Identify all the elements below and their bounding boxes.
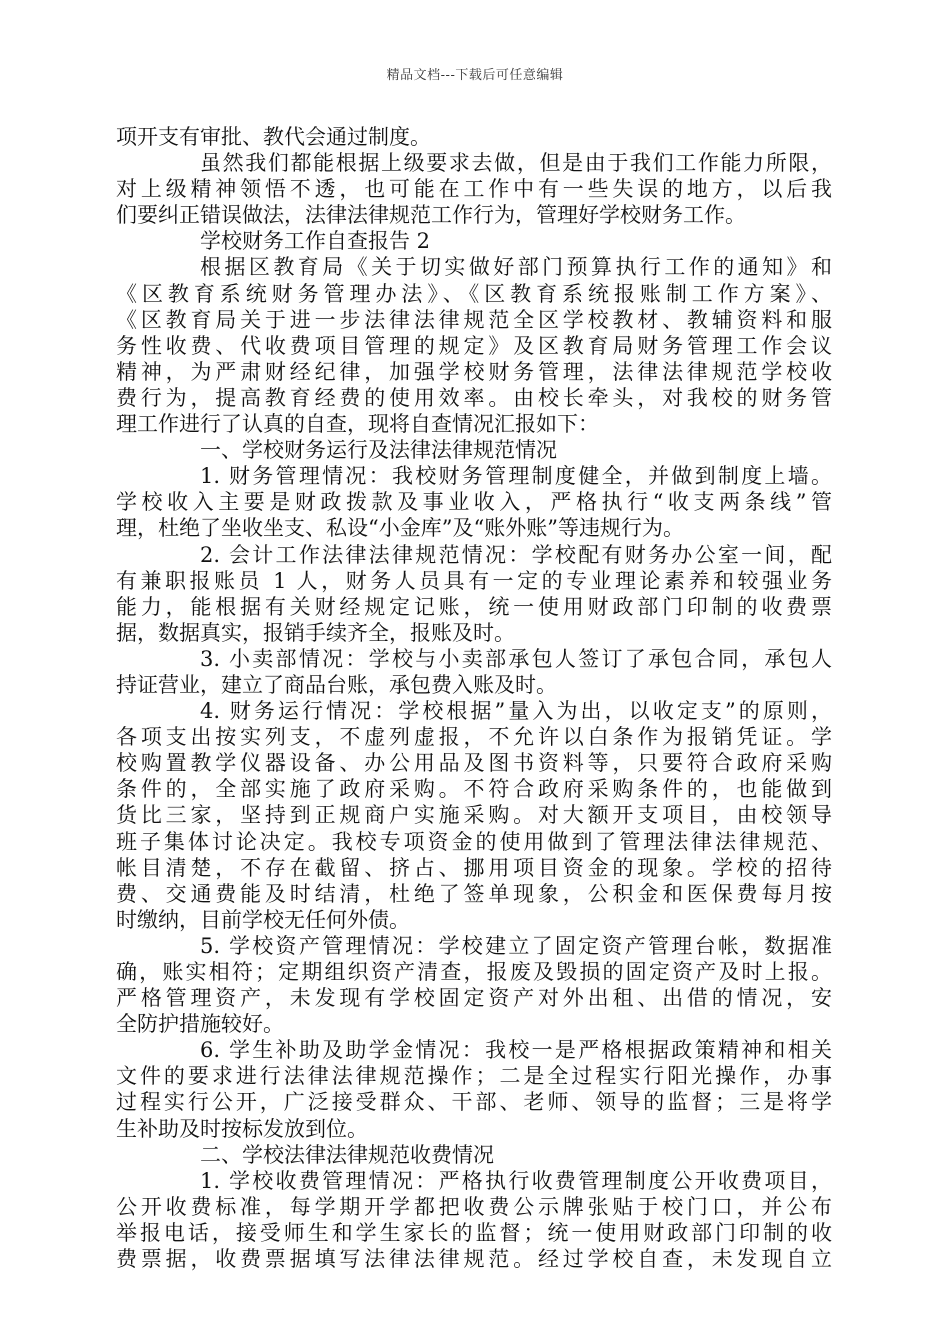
text-line: 条件的，全部实施了政府采购。不符合政府采购条件的，也能做到 [116,777,832,802]
text-line: 《区教育系统财务管理办法》、《区教育系统报账制工作方案》、 [116,281,832,306]
text-line: 精神，为严肃财经纪律，加强学校财务管理，法律法律规范学校收 [116,359,832,384]
text-line: 6. 学生补助及助学金情况：我校一是严格根据政策精神和相关 [200,1038,832,1063]
page-header: 精品文档---下载后可任意编辑 [386,68,564,83]
text-line: 二、学校法律法律规范收费情况 [200,1142,494,1167]
text-line: 5. 学校资产管理情况：学校建立了固定资产管理台帐，数据准 [200,933,832,958]
text-line: 根据区教育局《关于切实做好部门预算执行工作的通知》和 [200,255,832,280]
text-line: 学校财务工作自查报告 2 [200,229,431,254]
text-line: 理工作进行了认真的自查，现将自查情况汇报如下： [116,412,599,437]
text-line: 费行为，提高教育经费的使用效率。由校长牵头，对我校的财务管 [116,385,832,410]
text-line: 货比三家，坚持到正规商户实施采购。对大额开支项目，由校领导 [116,803,832,828]
text-line: 公开收费标准，每学期开学都把收费公示牌张贴于校门口，并公布 [116,1194,832,1219]
text-line: 项开支有审批、教代会通过制度。 [116,125,431,149]
text-line: 生补助及时按标发放到位。 [116,1116,368,1141]
text-line: 据，数据真实，报销手续齐全，报账及时。 [116,620,515,645]
text-line: 1. 财务管理情况：我校财务管理制度健全，并做到制度上墙。 [200,464,832,489]
text-line: 举报电话，接受师生和学生家长的监督；统一使用财政部门印制的收 [116,1220,832,1245]
text-line: 学校收入主要是财政拨款及事业收入，严格执行“收支两条线”管 [116,490,832,515]
text-line: 费、交通费能及时结清，杜绝了签单现象，公积金和医保费每月按 [116,881,832,906]
text-line: 1. 学校收费管理情况：严格执行收费管理制度公开收费项目， [200,1168,832,1193]
document-body [116,124,832,1272]
text-line: 确，账实相符；定期组织资产清查，报废及毁损的固定资产及时上报。 [116,960,832,984]
text-line: 帐目清楚，不存在截留、挤占、挪用项目资金的现象。学校的招待 [116,855,832,880]
text-line: 4. 财务运行情况：学校根据”量入为出，以收定支”的原则， [200,699,832,724]
text-line: 对上级精神领悟不透，也可能在工作中有一些失误的地方，以后我 [116,177,832,202]
text-line: 校购置教学仪器设备、办公用品及图书资料等，只要符合政府采购 [116,751,832,776]
text-line: 各项支出按实列支，不虚列虚报，不允许以白条作为报销凭证。学 [116,725,832,750]
text-line: 费票据，收费票据填写法律法律规范。经过学校自查，未发现自立 [116,1247,832,1272]
text-line: 严格管理资产，未发现有学校固定资产对外出租、出借的情况，安 [116,986,832,1011]
text-line: 一、学校财务运行及法律法律规范情况 [200,438,557,463]
text-line: 过程实行公开，广泛接受群众、干部、老师、领导的监督；三是将学 [116,1090,832,1115]
text-line: 文件的要求进行法律法律规范操作；二是全过程实行阳光操作，办事 [116,1064,832,1089]
text-line: 3. 小卖部情况：学校与小卖部承包人签订了承包合同，承包人 [200,646,832,671]
text-line: 时缴纳，目前学校无任何外债。 [116,907,410,932]
text-line: 虽然我们都能根据上级要求去做，但是由于我们工作能力所限， [200,151,832,176]
text-line: 有兼职报账员 1 人，财务人员具有一定的专业理论素养和较强业务 [116,568,832,593]
text-line: 理，杜绝了坐收坐支、私设“小金库”及“账外账”等违规行为。 [116,516,684,541]
text-line: 持证营业，建立了商品台账，承包费入账及时。 [116,672,557,697]
text-line: 班子集体讨论决定。我校专项资金的使用做到了管理法律法律规范、 [116,829,832,854]
text-line: 们要纠正错误做法，法律法律规范工作行为，管理好学校财务工作。 [116,203,746,228]
text-line: 务性收费、代收费项目管理的规定》及区教育局财务管理工作会议 [116,333,832,358]
text-line: 2. 会计工作法律法律规范情况：学校配有财务办公室一间，配 [200,542,832,567]
text-line: 能力，能根据有关财经规定记账，统一使用财政部门印制的收费票 [116,594,832,619]
text-line: 《区教育局关于进一步法律法律规范全区学校教材、教辅资料和服 [116,307,832,332]
text-line: 全防护措施较好。 [116,1012,284,1037]
